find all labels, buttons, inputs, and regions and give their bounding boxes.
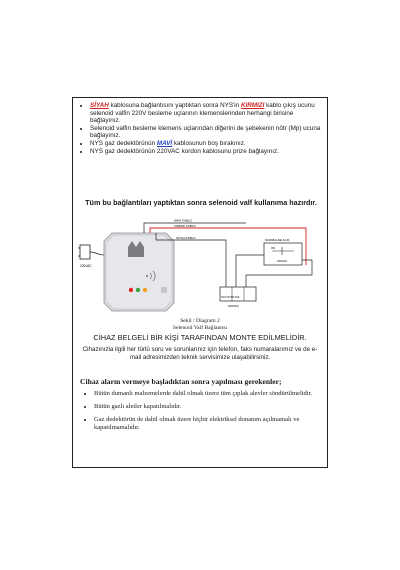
alarm-step-1: • Bütün dumanlı malzemelerde dahil olmak üzere tüm çıplak alevler söndürülmelidir. xyxy=(94,390,320,398)
alarm-steps xyxy=(80,390,320,437)
bullet-1 xyxy=(90,102,324,125)
bullet-3-rest: kablosunun boş bırakınız. xyxy=(172,139,246,147)
normally-open-label: NORMALDE AÇIK xyxy=(265,238,290,242)
kirmizi-label: KIRMIZI xyxy=(240,102,265,109)
alarm-step-3: • Gaz dedektörün de dahil olmak üzere hiçbir elektriksel donanım açılmamalı ve kapatılmamalıdır. xyxy=(94,416,320,432)
orange-led-icon xyxy=(143,288,147,292)
blue-wire-label: MAVİ KABLO xyxy=(174,218,192,223)
siyah-label: SİYAH xyxy=(90,102,109,109)
gas-detector-device xyxy=(104,233,174,311)
contact-paragraph: Cihazınızla ilgili her türlü soru ve sorunlarınız için telefon, faks numaralarımız ve de e-mail adresimizden teknik servisimize ulaşabilirsiniz. xyxy=(82,346,318,361)
instruction-bullets xyxy=(78,102,324,155)
alarm-heading: Cihaz alarm vermeye başladıktan sonra yapılması gerekenler; xyxy=(80,377,282,386)
terminal-voltage-label: 220VAC xyxy=(228,304,239,308)
installation-warning: CİHAZ BELGELİ BİR KİŞİ TARAFINDAN MONTE EDİLMELİDİR. xyxy=(93,333,307,342)
bullet-1-text: kablosuna bağlantısını yaptıktan sonra NYS'in xyxy=(108,102,241,109)
terminal-labels: SAT NÖTR FAZ xyxy=(221,296,240,299)
valve-wire-1 xyxy=(236,255,264,287)
bullet-2: • Selenoid valfin besleme klemens uçlarından diğerini de şebekenin nötr (Mp) ucuna bağlayınız. xyxy=(90,125,324,140)
alarm-step-2: • Bütün gazlı aletler kapatılmalıdır. xyxy=(94,403,320,411)
speaker-grille-icon xyxy=(161,287,166,292)
bullet-3 xyxy=(90,140,324,148)
ready-heading: Tüm bu bağlantıları yaptıktan sonra selenoid valf kullanıma hazırdır. xyxy=(85,198,317,207)
green-led-icon xyxy=(136,288,140,292)
caption-line-2: Selenoid Valf Bağlantısı xyxy=(172,325,228,331)
power-plug-icon xyxy=(78,245,104,259)
bullet-1-rest: kablo çıkış ucunu selenoid valfin 220V besleme uçlarının klemenslerinden herhangi birisine bağlayınız. xyxy=(90,102,315,125)
caption-line-1: Sekil / Diagram 2 xyxy=(180,318,220,324)
mavi-label: MAVİ xyxy=(156,139,173,147)
plug-voltage-label: 220VAC xyxy=(80,264,92,268)
wiring-diagram xyxy=(76,215,324,315)
valve-voltage-label: 220VAC xyxy=(277,259,288,263)
red-wire-label: KIRMIZI KABLO xyxy=(174,223,196,228)
black-wire-label: SİYAH KABLO xyxy=(176,235,196,240)
valve-on-label: ON xyxy=(271,246,276,250)
bullet-4: • NYS gaz dedektörünün 220VAC kordon kablosunu prize bağlayınız. xyxy=(90,148,324,156)
bullet-3-pre: NYS gaz dedektörünün xyxy=(90,139,157,147)
diagram-caption xyxy=(76,318,324,332)
red-led-icon xyxy=(129,288,133,292)
